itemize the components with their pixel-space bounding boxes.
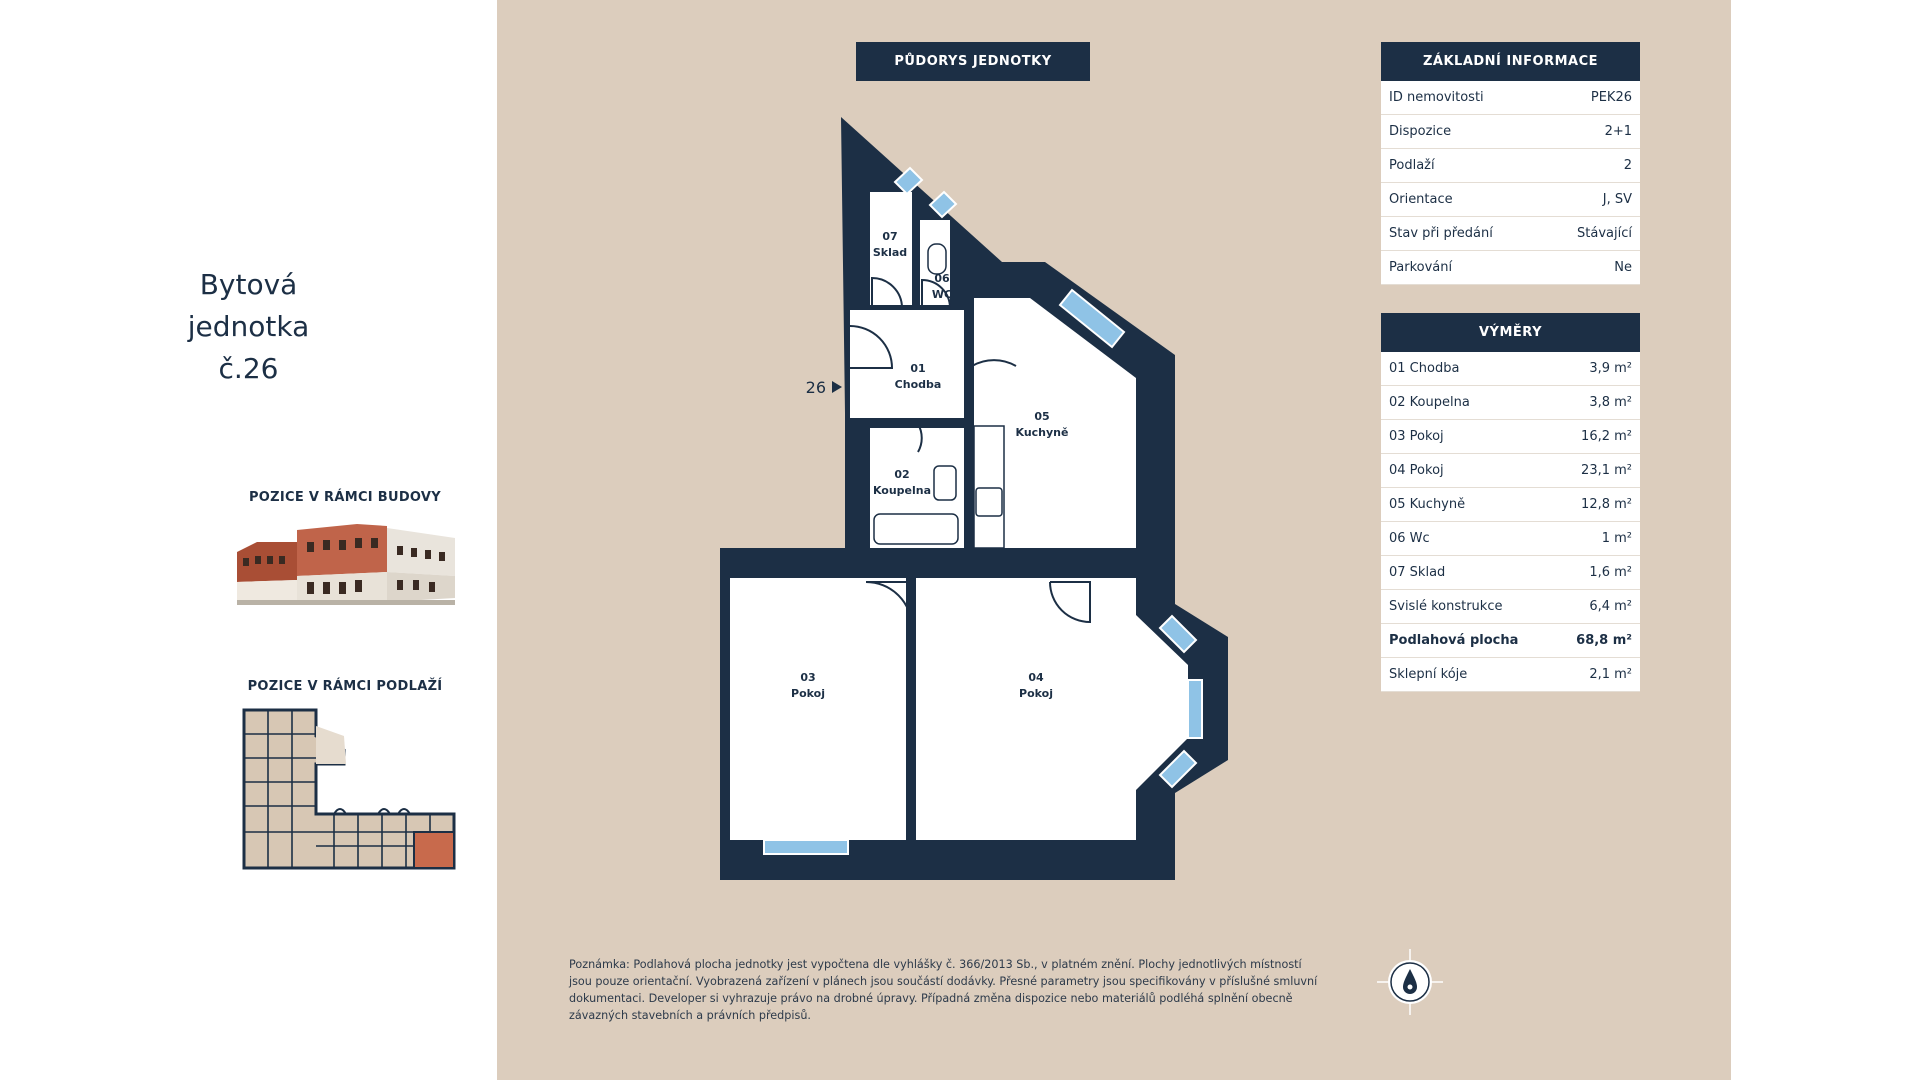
unit-title-line-3: č.26 xyxy=(218,352,279,385)
room-03-floor xyxy=(730,578,906,840)
area-label: 01 Chodba xyxy=(1389,361,1460,376)
area-label: Podlahová plocha xyxy=(1389,633,1519,648)
area-row-total xyxy=(1381,624,1640,658)
room-06-name: WC xyxy=(931,288,953,301)
area-row xyxy=(1381,420,1640,454)
area-value: 2,1 m² xyxy=(1589,667,1632,682)
room-07-number: 07 xyxy=(882,230,898,243)
area-row xyxy=(1381,590,1640,624)
room-05-name: Kuchyně xyxy=(1015,426,1069,439)
area-row xyxy=(1381,454,1640,488)
info-value: 2 xyxy=(1623,158,1632,173)
unit-title-line-2: jednotka xyxy=(187,310,310,343)
info-row xyxy=(1381,217,1640,251)
unit-title-line-1: Bytová xyxy=(199,268,298,301)
building-thumbnail xyxy=(237,520,455,605)
compass-icon xyxy=(1375,947,1445,1017)
area-value: 3,9 m² xyxy=(1589,361,1632,376)
info-row xyxy=(1381,251,1640,285)
floor-plan-header: PŮDORYS JEDNOTKY xyxy=(856,42,1090,81)
area-value: 68,8 m² xyxy=(1576,633,1632,648)
info-value: PEK26 xyxy=(1590,90,1632,105)
area-row xyxy=(1381,556,1640,590)
info-label: ID nemovitosti xyxy=(1389,90,1484,105)
info-label: Stav při předání xyxy=(1389,226,1493,241)
entry-label: 26 xyxy=(805,378,826,397)
area-label: Sklepní kóje xyxy=(1389,667,1468,682)
area-value: 1 m² xyxy=(1601,531,1632,546)
info-value: Stávající xyxy=(1577,226,1632,241)
kitchen-counter xyxy=(974,426,1004,548)
room-02-name: Koupelna xyxy=(872,484,932,497)
window-04b xyxy=(1188,680,1202,738)
info-row xyxy=(1381,81,1640,115)
room-01-floor xyxy=(850,310,964,418)
right-margin xyxy=(1731,0,1920,1080)
info-value: 2+1 xyxy=(1604,124,1632,139)
area-value: 23,1 m² xyxy=(1581,463,1632,478)
washbasin xyxy=(934,466,956,500)
room-01-name: Chodba xyxy=(894,378,942,391)
info-label: Podlaží xyxy=(1389,158,1435,173)
area-value: 1,6 m² xyxy=(1589,565,1632,580)
area-row xyxy=(1381,488,1640,522)
info-label: Dispozice xyxy=(1389,124,1452,139)
floor-position-heading: POZICE V RÁMCI PODLAŽÍ xyxy=(247,679,443,694)
window-03 xyxy=(764,840,848,854)
legal-note: Poznámka: Podlahová plocha jednotky jest vypočtena dle vyhlášky č. 366/2013 Sb., v platném znění. Plochy jednotlivých místností jsou pouze orientační. Vyobrazená zařízení v plánech jsou součástí dodávky. Přesné parametry jsou specifikovány v příslušné smluvní dokumentaci. Developer si vyhrazuje právo na drobné úpravy. Případná změna dispozice nebo materiálů podléhá splnění obecně závazných stavebních a právních předpisů. xyxy=(569,958,1318,1022)
wc-fixture xyxy=(928,244,946,274)
room-04-number: 04 xyxy=(1028,671,1044,684)
room-03-number: 03 xyxy=(800,671,816,684)
basic-info-panel xyxy=(1381,42,1640,285)
info-label: Parkování xyxy=(1389,260,1453,275)
areas-header: VÝMĚRY xyxy=(1381,313,1640,352)
room-02-number: 02 xyxy=(894,468,910,481)
room-03-name: Pokoj xyxy=(791,687,825,700)
info-value: Ne xyxy=(1614,260,1632,275)
room-05-number: 05 xyxy=(1034,410,1050,423)
room-06-number: 06 xyxy=(934,272,950,285)
room-07-name: Sklad xyxy=(872,246,908,259)
room-04-name: Pokoj xyxy=(1019,687,1053,700)
area-value: 3,8 m² xyxy=(1589,395,1632,410)
building-position-heading: POZICE V RÁMCI BUDOVY xyxy=(248,490,442,505)
info-row xyxy=(1381,149,1640,183)
area-label: 04 Pokoj xyxy=(1389,463,1444,478)
bathtub xyxy=(874,514,958,544)
area-label: 05 Kuchyně xyxy=(1389,497,1466,512)
floor-plan xyxy=(700,110,1270,890)
areas-panel xyxy=(1381,313,1640,692)
area-value: 6,4 m² xyxy=(1589,599,1632,614)
basic-info-header: ZÁKLADNÍ INFORMACE xyxy=(1381,42,1640,81)
area-label: 03 Pokoj xyxy=(1389,429,1444,444)
area-label: 07 Sklad xyxy=(1389,565,1446,580)
area-row xyxy=(1381,386,1640,420)
info-row xyxy=(1381,115,1640,149)
entry-arrow-icon xyxy=(832,381,842,393)
info-value: J, SV xyxy=(1602,192,1632,207)
kitchen-sink xyxy=(976,488,1002,516)
floor-thumbnail xyxy=(238,706,460,876)
unit-title xyxy=(0,264,497,390)
area-label: Svislé konstrukce xyxy=(1389,599,1503,614)
area-row xyxy=(1381,522,1640,556)
info-row xyxy=(1381,183,1640,217)
area-label: 02 Koupelna xyxy=(1389,395,1470,410)
room-01-number: 01 xyxy=(910,362,926,375)
info-label: Orientace xyxy=(1389,192,1453,207)
area-row xyxy=(1381,352,1640,386)
area-label: 06 Wc xyxy=(1389,531,1430,546)
area-row xyxy=(1381,658,1640,692)
area-value: 12,8 m² xyxy=(1581,497,1632,512)
area-value: 16,2 m² xyxy=(1581,429,1632,444)
